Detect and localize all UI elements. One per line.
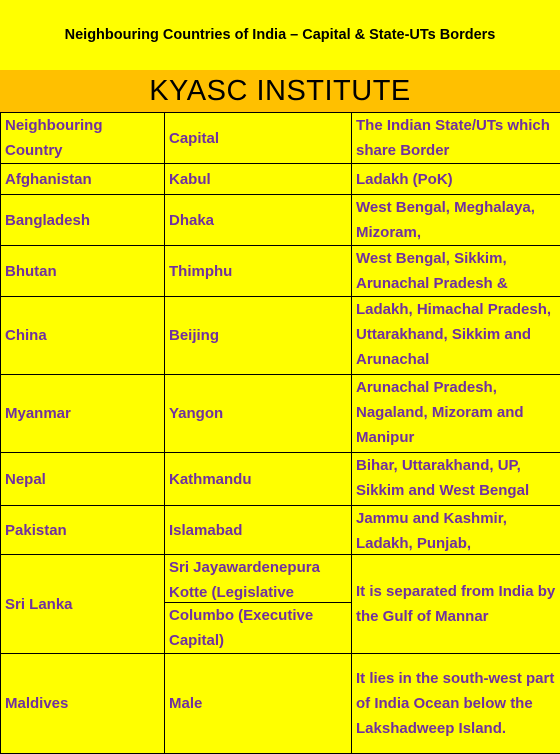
country-cell: Bhutan: [1, 246, 165, 297]
states-cell: [352, 453, 560, 506]
states-cell: Ladakh (PoK): [352, 164, 560, 195]
states-text: West Bengal, Meghalaya, Mizoram,: [356, 195, 556, 245]
country-cell: Sri Lanka: [1, 555, 165, 654]
table-row: [1, 246, 560, 297]
countries-table: [0, 112, 560, 754]
capital-cell: Thimphu: [165, 246, 352, 297]
institute-banner: KYASC INSTITUTE: [0, 70, 560, 112]
states-cell: [352, 297, 560, 375]
country-cell: Afghanistan: [1, 164, 165, 195]
states-cell: It is separated from India by the Gulf of Mannar: [352, 555, 560, 654]
capital-cell: [165, 555, 352, 654]
header-capital: Capital: [165, 113, 352, 164]
page-title: Neighbouring Countries of India – Capital & State-UTs Borders: [0, 0, 560, 70]
capital-cell: Beijing: [165, 297, 352, 375]
header-states: The Indian State/UTs which share Border: [352, 113, 560, 164]
states-text: Ladakh, Himachal Pradesh, Uttarakhand, Sikkim and Arunachal: [356, 297, 556, 372]
capital-cell: Yangon: [165, 375, 352, 453]
country-cell: Maldives: [1, 654, 165, 754]
table-row: [1, 297, 560, 375]
capital-cell: Male: [165, 654, 352, 754]
capital-legislative: Sri Jayawardenepura Kotte (Legislative: [165, 555, 351, 602]
table-row: [1, 506, 560, 555]
capital-executive: Columbo (Executive Capital): [165, 602, 351, 653]
table-row: [1, 453, 560, 506]
table-row: [1, 195, 560, 246]
states-text: Bihar, Uttarakhand, UP, Sikkim and West Bengal: [356, 453, 556, 503]
table-row: [1, 555, 560, 654]
states-cell: It lies in the south-west part of India Ocean below the Lakshadweep Island.: [352, 654, 560, 754]
capital-cell: Kathmandu: [165, 453, 352, 506]
states-text: Arunachal Pradesh, Nagaland, Mizoram and Manipur: [356, 375, 556, 450]
states-text: West Bengal, Sikkim, Arunachal Pradesh &: [356, 246, 556, 296]
table-row: [1, 654, 560, 754]
states-cell: [352, 246, 560, 297]
states-cell: [352, 506, 560, 555]
table-row: [1, 164, 560, 195]
capital-cell: Islamabad: [165, 506, 352, 555]
states-cell: [352, 195, 560, 246]
table-row: [1, 375, 560, 453]
country-cell: Bangladesh: [1, 195, 165, 246]
header-country: Neighbouring Country: [1, 113, 165, 164]
table-header-row: [1, 113, 560, 164]
capital-cell: Dhaka: [165, 195, 352, 246]
country-cell: China: [1, 297, 165, 375]
capital-cell: Kabul: [165, 164, 352, 195]
country-cell: Myanmar: [1, 375, 165, 453]
states-cell: [352, 375, 560, 453]
states-text: Jammu and Kashmir, Ladakh, Punjab,: [356, 506, 556, 554]
country-cell: Nepal: [1, 453, 165, 506]
country-cell: Pakistan: [1, 506, 165, 555]
